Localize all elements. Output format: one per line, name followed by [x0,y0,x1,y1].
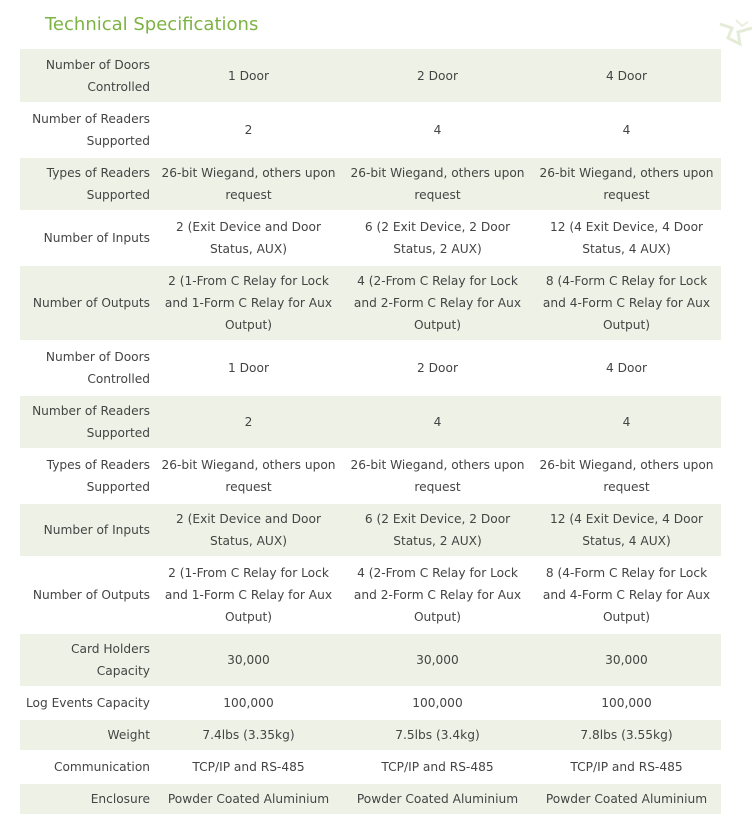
spec-value: 4 [343,395,532,449]
spec-label: Number of Readers Supported [20,395,154,449]
spec-row [20,503,721,557]
spec-label: Log Events Capacity [20,687,154,719]
spec-value: 30,000 [343,633,532,687]
technical-specifications-table [20,49,721,816]
spec-value: 2 [154,103,343,157]
spec-row [20,633,721,687]
spec-row [20,49,721,103]
spec-value: 4 [532,395,721,449]
spec-value: 4 (2-From C Relay for Lock and 2-Form C Relay for Aux Output) [343,265,532,341]
spec-value: TCP/IP and RS-485 [343,751,532,783]
spec-value: 26-bit Wiegand, others upon request [343,157,532,211]
spec-value: 8 (4-Form C Relay for Lock and 4-Form C Relay for Aux Output) [532,265,721,341]
spec-value: 30,000 [154,633,343,687]
spec-value: TCP/IP and RS-485 [154,751,343,783]
spec-row [20,449,721,503]
spec-value: 2 Door [343,49,532,103]
spec-label: Number of Doors Controlled [20,341,154,395]
spec-label: Number of Outputs [20,557,154,633]
spec-value: 100,000 [532,687,721,719]
page-title: Technical Specifications [45,14,259,35]
spec-value: 26-bit Wiegand, others upon request [532,157,721,211]
spec-value: 4 [343,103,532,157]
spec-value: 7.4lbs (3.35kg) [154,719,343,751]
spec-row [20,687,721,719]
spec-value: TCP/IP and RS-485 [532,751,721,783]
spec-label: Number of Inputs [20,503,154,557]
spec-row [20,719,721,751]
spec-row [20,157,721,211]
spec-label: Number of Readers Supported [20,103,154,157]
spec-label: Number of Inputs [20,211,154,265]
spec-value: Powder Coated Aluminium [532,783,721,815]
spec-value: 6 (2 Exit Device, 2 Door Status, 2 AUX) [343,211,532,265]
spec-value: Powder Coated Aluminium [343,783,532,815]
spec-row [20,751,721,783]
spec-value: 2 (1-From C Relay for Lock and 1-Form C Relay for Aux Output) [154,557,343,633]
spec-value: 4 Door [532,49,721,103]
spec-value: 100,000 [154,687,343,719]
spec-value: 4 [532,103,721,157]
spec-value: 2 (1-From C Relay for Lock and 1-Form C Relay for Aux Output) [154,265,343,341]
spec-row [20,211,721,265]
spec-value: 26-bit Wiegand, others upon request [532,449,721,503]
spec-label: Card Holders Capacity [20,633,154,687]
corner-decoration [718,18,754,48]
spec-value: 6 (2 Exit Device, 2 Door Status, 2 AUX) [343,503,532,557]
spec-value: 2 Door [343,341,532,395]
spec-row [20,783,721,815]
spec-value: 1 Door [154,49,343,103]
spec-label: Number of Doors Controlled [20,49,154,103]
spec-row [20,265,721,341]
spec-label: Weight [20,719,154,751]
spec-label: Number of Outputs [20,265,154,341]
spec-value: 12 (4 Exit Device, 4 Door Status, 4 AUX) [532,211,721,265]
spec-row [20,103,721,157]
spec-value: 26-bit Wiegand, others upon request [154,157,343,211]
spec-value: 1 Door [154,341,343,395]
spec-value: 4 Door [532,341,721,395]
spec-label: Types of Readers Supported [20,157,154,211]
spec-value: 2 (Exit Device and Door Status, AUX) [154,211,343,265]
spec-value: 30,000 [532,633,721,687]
spec-value: 2 [154,395,343,449]
spec-row [20,395,721,449]
spec-value: 7.5lbs (3.4kg) [343,719,532,751]
spec-value: 2 (Exit Device and Door Status, AUX) [154,503,343,557]
spec-value: 26-bit Wiegand, others upon request [154,449,343,503]
spec-label: Communication [20,751,154,783]
spec-value: 7.8lbs (3.55kg) [532,719,721,751]
spec-row [20,557,721,633]
spec-value: 8 (4-Form C Relay for Lock and 4-Form C Relay for Aux Output) [532,557,721,633]
spec-value: Powder Coated Aluminium [154,783,343,815]
spec-label: Enclosure [20,783,154,815]
spec-value: 26-bit Wiegand, others upon request [343,449,532,503]
spec-row [20,341,721,395]
spec-label: Types of Readers Supported [20,449,154,503]
spec-value: 12 (4 Exit Device, 4 Door Status, 4 AUX) [532,503,721,557]
spec-table-body [20,49,721,815]
spec-value: 4 (2-From C Relay for Lock and 2-Form C Relay for Aux Output) [343,557,532,633]
spec-value: 100,000 [343,687,532,719]
